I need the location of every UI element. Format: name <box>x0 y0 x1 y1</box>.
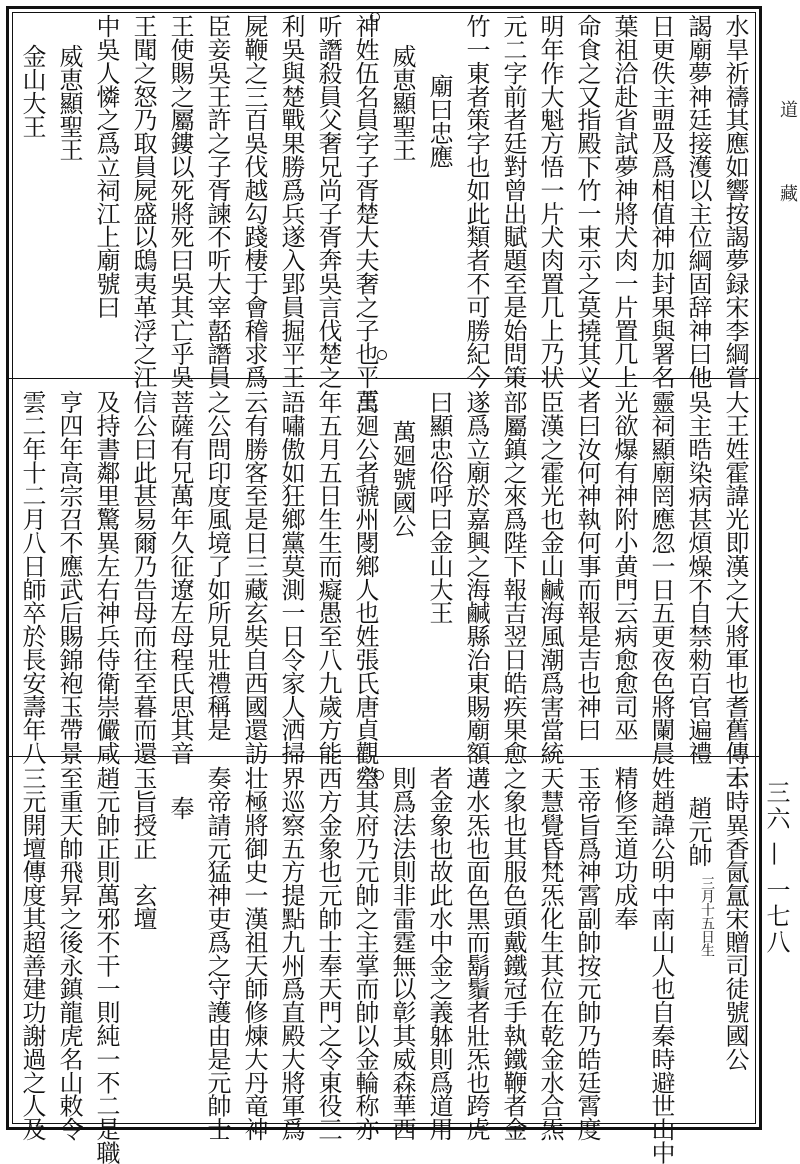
text-column: 壮極將御史一漢祖天師修煉大丹竜神 <box>240 766 268 1141</box>
paragraph-marker-circle <box>374 770 384 780</box>
text-column: 靈祠顯廟罔應忽一日五更夜色將闌晨 <box>647 390 675 765</box>
text-column: 部屬鎮之來爲陛下報吉翌日皓疾果愈 <box>499 390 527 765</box>
text-column: 則爲法法則非雷霆無以彰其威森華西 <box>388 766 416 1141</box>
text-column: 光欲爆有神附小黄門云病愈愈司巫 <box>610 390 638 742</box>
text-column: 金山大王 <box>18 44 46 138</box>
text-section-3 <box>14 766 756 1164</box>
text-section-2 <box>14 390 756 788</box>
text-column: 萬廻公者虢州閿鄉人也姓張氏唐貞觀六 <box>351 390 379 788</box>
text-column: 趙元帥 <box>684 796 712 867</box>
text-column: 利吳與楚戰果勝爲兵遂入郢員掘平王 <box>277 14 305 389</box>
text-column: 天慧覺昏梵炁化生其位在乾金水合炁 <box>536 766 564 1141</box>
text-column: 及持書鄰里驚異左右神兵侍衛崇儼咸 <box>92 390 120 765</box>
text-column: 者曰汝何神執何事而報是吉也神曰 <box>573 390 601 742</box>
text-column: 謁廟夢神廷接濩以主位綱固辞神曰他 <box>684 14 712 389</box>
text-column: 中吳人憐之爲立祠江上廟號曰 <box>92 14 120 319</box>
text-column: 年五月五日生生而癡愚至八九歲方能 <box>314 390 342 765</box>
text-column: 云有勝客至是日三藏玄奘自西國還訪 <box>240 390 268 765</box>
text-column: 西方金象也元帥士奉天門之令東役三 <box>314 766 342 1141</box>
inline-note: 三月十五日生 <box>699 876 715 957</box>
text-column: 三元開壇傳度其超善建功謝過之人及 <box>18 766 46 1141</box>
text-column: 十時異香氤氲宋贈司徒號國公 <box>721 766 749 1071</box>
text-column: 瑩其府乃元帥之主掌而帥以金輪称亦 <box>351 766 379 1141</box>
text-column: 趙元帥正則萬邪不干一則純一不二是職 <box>92 766 120 1164</box>
text-column: 奉 <box>166 796 194 820</box>
text-column: 听譖殺員父奢兄尚子胥奔吳言伐楚之 <box>314 14 342 389</box>
text-column: 之公問印度風境了如所見壯禮稱是 <box>203 390 231 742</box>
text-column: 至重天帥飛昇之後永鎮龍虎名山敕令 <box>55 766 83 1141</box>
text-column: 雲二年十二月八日師卒於長安壽年八 <box>18 390 46 765</box>
text-section-1 <box>14 14 756 412</box>
paragraph-marker-circle <box>377 350 387 360</box>
text-column: 竹一東者策字也如此類者不可勝紀今 <box>462 14 490 389</box>
text-column: 神姓伍名員字子胥楚大夫奢之子也平王 <box>351 14 379 412</box>
text-column: 遂爲立廟於嘉興之海鹹縣治東賜廟額 <box>462 390 490 765</box>
text-column: 玉旨授正 玄壇 <box>129 766 157 930</box>
text-column: 臣漢之霍光也金山鹹海風潮爲害當統 <box>536 390 564 765</box>
text-column: 曰顯忠俗呼曰金山大王 <box>425 390 453 625</box>
text-column: 遘水炁也面色黒而鬍鬚者壯炁也跨虎 <box>462 766 490 1141</box>
text-column: 語嘯傲如狂鄉黨莫測一日令家人洒掃 <box>277 390 305 765</box>
text-column: 亨四年高宗召不應武后賜錦袍玉帶景 <box>55 390 83 765</box>
text-column: 威恵顯聖王 <box>388 44 416 162</box>
text-column: 玉帝旨爲神霄副帥按元帥乃皓廷霄度 <box>573 766 601 1141</box>
text-column: 葉祖洽赴省試夢神將犬肉一片置几上 <box>610 14 638 389</box>
page-number: 三六 — 一七八 <box>762 780 790 956</box>
text-column: 臣妾吳王許之子胥諫不听大宰嚭譖員 <box>203 14 231 389</box>
text-column: 姓趙諱公明中南山人也自秦時避世山中 <box>647 766 675 1164</box>
text-column: 信公曰此甚易爾乃告母而往至暮而還 <box>129 390 157 765</box>
text-column: 萬廻號國公 <box>388 420 416 538</box>
text-column: 日更佚主盟及爲相值神加封果與署名 <box>647 14 675 389</box>
text-column: 之象也其服色頭戴鐵冠手執鐵鞭者金 <box>499 766 527 1141</box>
text-column: 精修至道功成奉 <box>610 766 638 930</box>
text-column: 明年作大魁方悟一片犬肉置几上乃状 <box>536 14 564 389</box>
text-column: 威恵顯聖王 <box>55 44 83 162</box>
text-column: 水旱祈禱其應如響按謁夢録宋李綱嘗 <box>721 14 749 389</box>
margin-text-zang: 藏 <box>777 184 798 202</box>
margin-text-dao: 道 <box>777 100 798 118</box>
text-column: 屍鞭之三百吳伐越勾踐棲于會稽求爲 <box>240 14 268 389</box>
text-column: 菩薩有兄萬年久征遼左母程氏思其音 <box>166 390 194 765</box>
text-column: 命食之又指殿下竹一束示之莫撓其义 <box>573 14 601 389</box>
text-column: 界巡察五方提點九州爲直殿大將軍爲 <box>277 766 305 1141</box>
text-column: 吳主晧染病甚煩燥不自禁勑百官遍禮 <box>684 390 712 765</box>
text-column: 者金象也故此水中金之義躰則爲道用 <box>425 766 453 1141</box>
text-column: 王聞之怒乃取員屍盛以鴟夷革浮之江 <box>129 14 157 389</box>
text-column: 王使賜之屬鏤以死將死曰吳其亡乎吳 <box>166 14 194 389</box>
text-column: 廟曰忠應 <box>425 74 453 168</box>
text-column: 元二字前者廷對曾出賦題至是始問策 <box>499 14 527 389</box>
text-column: 奏帝請元猛神吏爲之守護由是元帥士 <box>203 766 231 1141</box>
text-column: 大王姓霍諱光即漢之大將軍也耆舊傳云 <box>721 390 749 788</box>
paragraph-marker-circle <box>370 12 380 22</box>
